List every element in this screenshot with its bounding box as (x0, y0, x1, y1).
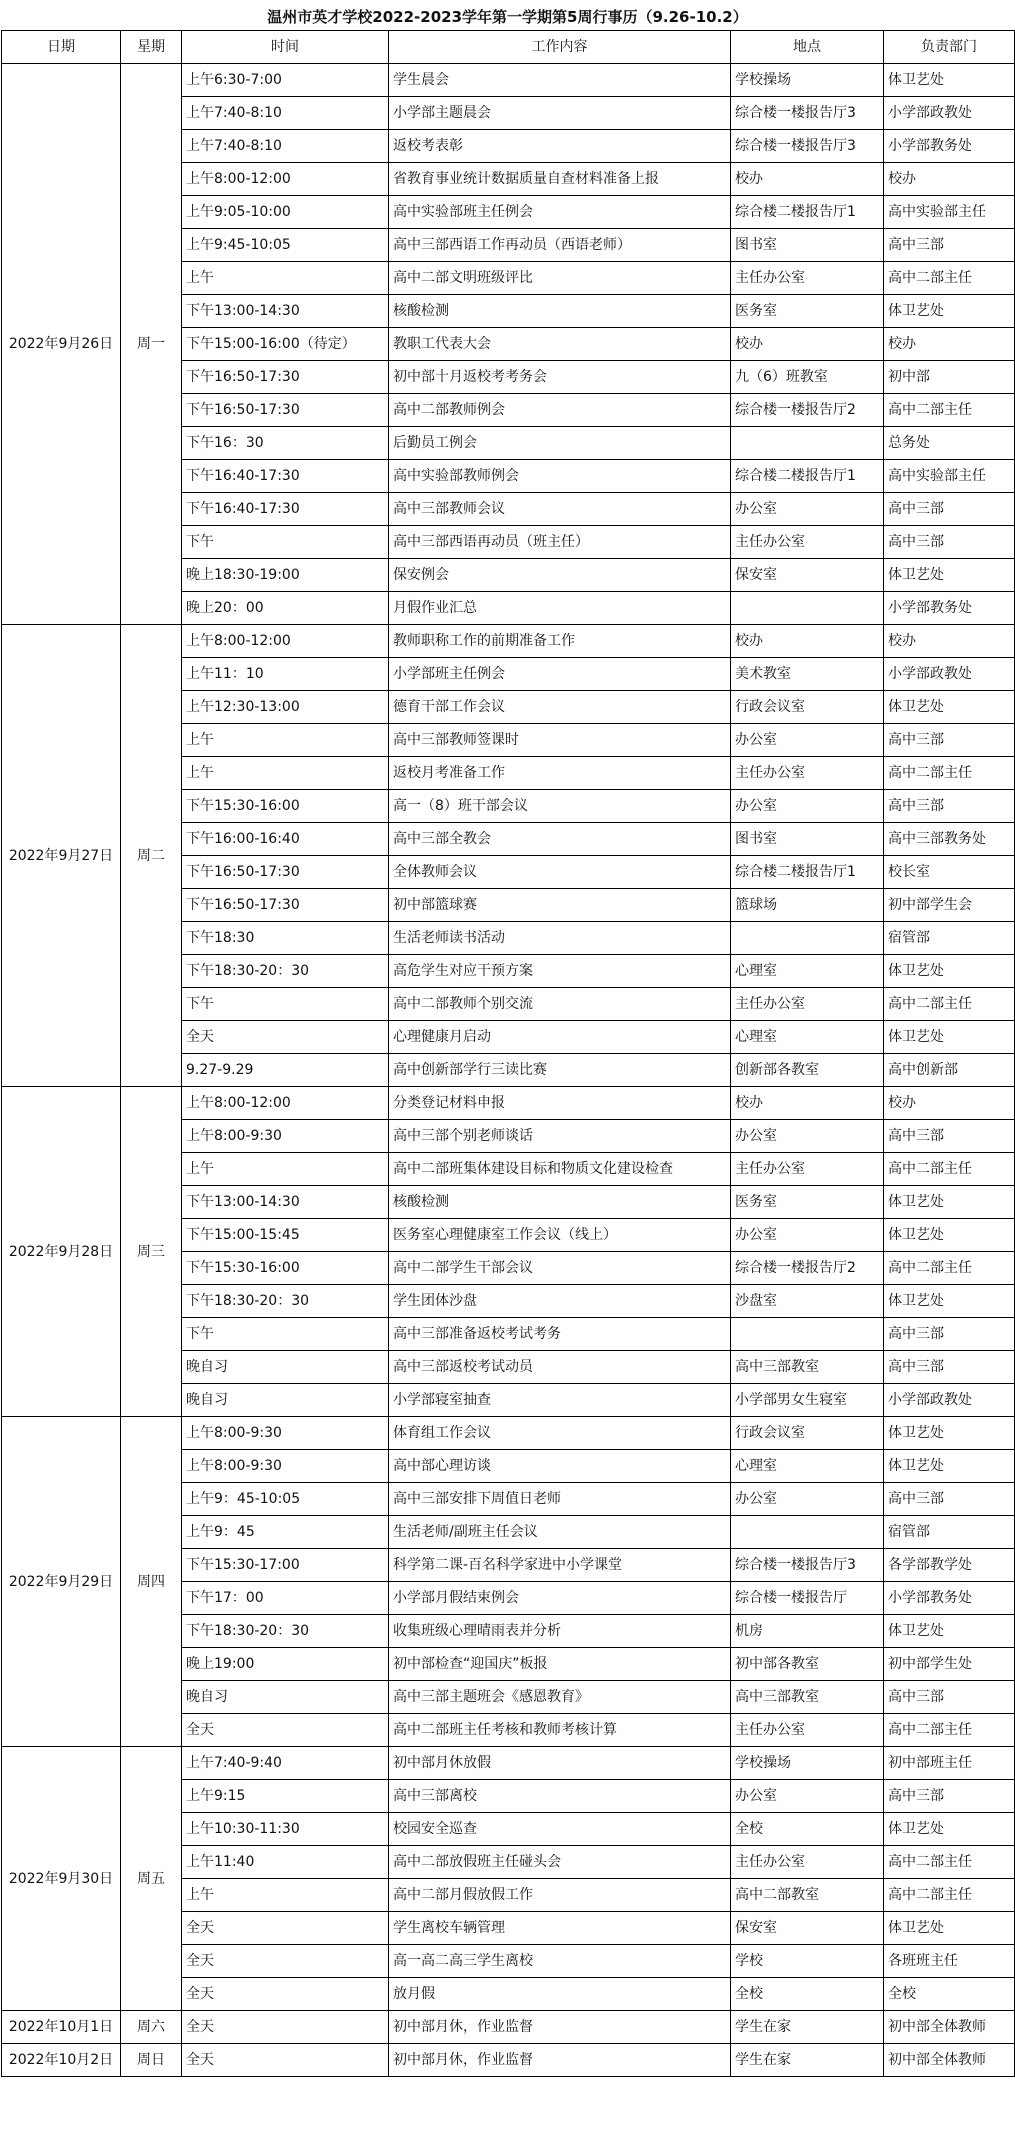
location-cell: 九（6）班教室 (731, 361, 884, 394)
department-cell: 高中三部 (884, 790, 1015, 823)
time-cell: 下午13:00-14:30 (182, 1186, 389, 1219)
time-cell: 上午8:00-12:00 (182, 163, 389, 196)
time-cell: 全天 (182, 2011, 389, 2044)
content-cell: 高中部心理访谈 (389, 1450, 731, 1483)
department-cell: 各班班主任 (884, 1945, 1015, 1978)
location-cell: 学校操场 (731, 1747, 884, 1780)
content-cell: 高中二部班集体建设目标和物质文化建设检查 (389, 1153, 731, 1186)
department-cell: 高中三部 (884, 1681, 1015, 1714)
department-cell: 高中二部主任 (884, 394, 1015, 427)
location-cell: 综合楼一楼报告厅2 (731, 1252, 884, 1285)
content-cell: 生活老师读书活动 (389, 922, 731, 955)
department-cell: 体卫艺处 (884, 64, 1015, 97)
time-cell: 上午8:00-9:30 (182, 1120, 389, 1153)
location-cell: 全校 (731, 1813, 884, 1846)
department-cell: 高中三部 (884, 493, 1015, 526)
location-cell: 初中部各教室 (731, 1648, 884, 1681)
department-cell: 体卫艺处 (884, 295, 1015, 328)
department-cell: 高中二部主任 (884, 988, 1015, 1021)
department-cell: 高中二部主任 (884, 1252, 1015, 1285)
content-cell: 初中部篮球赛 (389, 889, 731, 922)
time-cell: 下午16:40-17:30 (182, 460, 389, 493)
department-cell: 体卫艺处 (884, 1219, 1015, 1252)
location-cell: 医务室 (731, 1186, 884, 1219)
weekday-cell: 周一 (121, 64, 182, 625)
time-cell: 下午 (182, 526, 389, 559)
department-cell: 小学部政教处 (884, 658, 1015, 691)
content-cell: 收集班级心理晴雨表并分析 (389, 1615, 731, 1648)
department-cell: 小学部政教处 (884, 97, 1015, 130)
content-cell: 学生团体沙盘 (389, 1285, 731, 1318)
time-cell: 下午 (182, 988, 389, 1021)
time-cell: 下午16:50-17:30 (182, 394, 389, 427)
location-cell: 主任办公室 (731, 757, 884, 790)
time-cell: 全天 (182, 2044, 389, 2077)
location-cell: 创新部各教室 (731, 1054, 884, 1087)
content-cell: 小学部月假结束例会 (389, 1582, 731, 1615)
content-cell: 小学部寝室抽查 (389, 1384, 731, 1417)
weekday-cell: 周四 (121, 1417, 182, 1747)
time-cell: 下午18:30-20：30 (182, 1615, 389, 1648)
table-row (2, 1087, 1015, 1120)
department-cell: 体卫艺处 (884, 1912, 1015, 1945)
location-cell: 机房 (731, 1615, 884, 1648)
content-cell: 生活老师/副班主任会议 (389, 1516, 731, 1549)
location-cell: 行政会议室 (731, 691, 884, 724)
department-cell: 各学部教学处 (884, 1549, 1015, 1582)
time-cell: 晚自习 (182, 1384, 389, 1417)
department-cell: 体卫艺处 (884, 1021, 1015, 1054)
location-cell: 办公室 (731, 790, 884, 823)
time-cell: 上午9:05-10:00 (182, 196, 389, 229)
department-cell: 高中二部主任 (884, 757, 1015, 790)
content-cell: 高一高二高三学生离校 (389, 1945, 731, 1978)
department-cell: 体卫艺处 (884, 559, 1015, 592)
location-cell: 美术教室 (731, 658, 884, 691)
content-cell: 高中三部个别老师谈话 (389, 1120, 731, 1153)
time-cell: 下午16：30 (182, 427, 389, 460)
content-cell: 高中三部安排下周值日老师 (389, 1483, 731, 1516)
department-cell: 高中创新部 (884, 1054, 1015, 1087)
content-cell: 高中创新部学行三读比赛 (389, 1054, 731, 1087)
content-cell: 初中部月休，作业监督 (389, 2044, 731, 2077)
content-cell: 分类登记材料申报 (389, 1087, 731, 1120)
location-cell: 综合楼二楼报告厅1 (731, 460, 884, 493)
content-cell: 高中二部教师个别交流 (389, 988, 731, 1021)
time-cell: 上午7:40-8:10 (182, 130, 389, 163)
location-cell: 主任办公室 (731, 1846, 884, 1879)
content-cell: 高中实验部班主任例会 (389, 196, 731, 229)
location-cell: 小学部男女生寝室 (731, 1384, 884, 1417)
content-cell: 小学部班主任例会 (389, 658, 731, 691)
department-cell: 高中三部 (884, 1780, 1015, 1813)
department-cell: 初中部全体教师 (884, 2044, 1015, 2077)
content-cell: 高中三部教师签课时 (389, 724, 731, 757)
table-row (2, 625, 1015, 658)
time-cell: 全天 (182, 1912, 389, 1945)
time-cell: 下午16:40-17:30 (182, 493, 389, 526)
content-cell: 放月假 (389, 1978, 731, 2011)
content-cell: 月假作业汇总 (389, 592, 731, 625)
location-cell (731, 1516, 884, 1549)
location-cell: 保安室 (731, 559, 884, 592)
header-location: 地点 (731, 31, 884, 64)
content-cell: 校园安全巡查 (389, 1813, 731, 1846)
department-cell: 高中三部 (884, 1318, 1015, 1351)
department-cell: 校办 (884, 328, 1015, 361)
time-cell: 晚上19:00 (182, 1648, 389, 1681)
department-cell: 高中三部教务处 (884, 823, 1015, 856)
location-cell: 行政会议室 (731, 1417, 884, 1450)
location-cell: 办公室 (731, 1120, 884, 1153)
schedule-body (2, 64, 1015, 2077)
department-cell: 高中三部 (884, 724, 1015, 757)
content-cell: 高中实验部教师例会 (389, 460, 731, 493)
table-row (2, 2044, 1015, 2077)
content-cell: 高中三部全教会 (389, 823, 731, 856)
department-cell: 初中部学生处 (884, 1648, 1015, 1681)
time-cell: 上午6:30-7:00 (182, 64, 389, 97)
department-cell: 高中三部 (884, 526, 1015, 559)
time-cell: 下午18:30 (182, 922, 389, 955)
time-cell: 晚自习 (182, 1681, 389, 1714)
department-cell: 初中部 (884, 361, 1015, 394)
location-cell: 篮球场 (731, 889, 884, 922)
department-cell: 高中实验部主任 (884, 196, 1015, 229)
location-cell: 图书室 (731, 823, 884, 856)
time-cell: 上午11:40 (182, 1846, 389, 1879)
content-cell: 高中三部西语再动员（班主任） (389, 526, 731, 559)
time-cell: 全天 (182, 1945, 389, 1978)
content-cell: 高中三部教师会议 (389, 493, 731, 526)
time-cell: 下午15:30-16:00 (182, 790, 389, 823)
header-row (2, 31, 1015, 64)
department-cell: 初中部全体教师 (884, 2011, 1015, 2044)
content-cell: 教师职称工作的前期准备工作 (389, 625, 731, 658)
department-cell: 高中二部主任 (884, 1714, 1015, 1747)
department-cell: 校办 (884, 625, 1015, 658)
table-row (2, 1417, 1015, 1450)
content-cell: 保安例会 (389, 559, 731, 592)
location-cell: 主任办公室 (731, 988, 884, 1021)
time-cell: 上午8:00-9:30 (182, 1450, 389, 1483)
time-cell: 上午 (182, 1879, 389, 1912)
time-cell: 全天 (182, 1021, 389, 1054)
location-cell: 图书室 (731, 229, 884, 262)
department-cell: 体卫艺处 (884, 1450, 1015, 1483)
department-cell: 体卫艺处 (884, 955, 1015, 988)
date-cell: 2022年9月29日 (2, 1417, 121, 1747)
schedule-table (1, 30, 1015, 2077)
department-cell: 体卫艺处 (884, 1285, 1015, 1318)
location-cell: 高中三部教室 (731, 1351, 884, 1384)
department-cell: 体卫艺处 (884, 1615, 1015, 1648)
department-cell: 总务处 (884, 427, 1015, 460)
content-cell: 返校考表彰 (389, 130, 731, 163)
location-cell: 沙盘室 (731, 1285, 884, 1318)
time-cell: 上午 (182, 757, 389, 790)
table-row (2, 2011, 1015, 2044)
content-cell: 心理健康月启动 (389, 1021, 731, 1054)
location-cell: 主任办公室 (731, 1153, 884, 1186)
content-cell: 后勤员工例会 (389, 427, 731, 460)
time-cell: 下午17：00 (182, 1582, 389, 1615)
time-cell: 下午15:30-16:00 (182, 1252, 389, 1285)
location-cell: 学校操场 (731, 64, 884, 97)
location-cell: 心理室 (731, 1021, 884, 1054)
time-cell: 上午12:30-13:00 (182, 691, 389, 724)
time-cell: 下午18:30-20：30 (182, 1285, 389, 1318)
content-cell: 高中二部放假班主任碰头会 (389, 1846, 731, 1879)
time-cell: 下午16:50-17:30 (182, 889, 389, 922)
department-cell: 高中三部 (884, 1351, 1015, 1384)
content-cell: 高中三部主题班会《感恩教育》 (389, 1681, 731, 1714)
header-time: 时间 (182, 31, 389, 64)
table-row (2, 1747, 1015, 1780)
department-cell: 高中二部主任 (884, 262, 1015, 295)
location-cell: 综合楼二楼报告厅1 (731, 856, 884, 889)
weekday-cell: 周二 (121, 625, 182, 1087)
time-cell: 上午8:00-9:30 (182, 1417, 389, 1450)
time-cell: 下午15:00-16:00（待定） (182, 328, 389, 361)
department-cell: 宿管部 (884, 922, 1015, 955)
department-cell: 宿管部 (884, 1516, 1015, 1549)
location-cell: 综合楼一楼报告厅 (731, 1582, 884, 1615)
location-cell: 综合楼二楼报告厅1 (731, 196, 884, 229)
content-cell: 科学第二课-百名科学家进中小学课堂 (389, 1549, 731, 1582)
content-cell: 高中二部文明班级评比 (389, 262, 731, 295)
department-cell: 全校 (884, 1978, 1015, 2011)
department-cell: 高中三部 (884, 229, 1015, 262)
content-cell: 学生晨会 (389, 64, 731, 97)
weekday-cell: 周六 (121, 2011, 182, 2044)
weekday-cell: 周日 (121, 2044, 182, 2077)
location-cell (731, 1318, 884, 1351)
department-cell: 体卫艺处 (884, 691, 1015, 724)
location-cell: 办公室 (731, 724, 884, 757)
department-cell: 体卫艺处 (884, 1417, 1015, 1450)
location-cell: 办公室 (731, 1483, 884, 1516)
time-cell: 晚上18:30-19:00 (182, 559, 389, 592)
time-cell: 上午9：45-10:05 (182, 1483, 389, 1516)
location-cell: 综合楼一楼报告厅2 (731, 394, 884, 427)
time-cell: 全天 (182, 1978, 389, 2011)
location-cell: 心理室 (731, 955, 884, 988)
department-cell: 高中二部主任 (884, 1153, 1015, 1186)
header-content: 工作内容 (389, 31, 731, 64)
page-title: 温州市英才学校2022-2023学年第一学期第5周行事历（9.26-10.2） (267, 8, 748, 26)
content-cell: 初中部十月返校考考务会 (389, 361, 731, 394)
location-cell: 全校 (731, 1978, 884, 2011)
content-cell: 德育干部工作会议 (389, 691, 731, 724)
department-cell: 高中三部 (884, 1483, 1015, 1516)
table-row (2, 64, 1015, 97)
location-cell (731, 922, 884, 955)
content-cell: 高中三部西语工作再动员（西语老师） (389, 229, 731, 262)
location-cell (731, 592, 884, 625)
department-cell: 校长室 (884, 856, 1015, 889)
location-cell: 医务室 (731, 295, 884, 328)
content-cell: 全体教师会议 (389, 856, 731, 889)
weekday-cell: 周三 (121, 1087, 182, 1417)
time-cell: 下午15:30-17:00 (182, 1549, 389, 1582)
location-cell: 主任办公室 (731, 526, 884, 559)
time-cell: 下午18:30-20：30 (182, 955, 389, 988)
time-cell: 上午7:40-9:40 (182, 1747, 389, 1780)
date-cell: 2022年9月30日 (2, 1747, 121, 2011)
time-cell: 上午 (182, 724, 389, 757)
header-department: 负责部门 (884, 31, 1015, 64)
time-cell: 下午16:00-16:40 (182, 823, 389, 856)
location-cell: 心理室 (731, 1450, 884, 1483)
time-cell: 上午10:30-11:30 (182, 1813, 389, 1846)
content-cell: 核酸检测 (389, 295, 731, 328)
content-cell: 高中三部返校考试动员 (389, 1351, 731, 1384)
department-cell: 小学部政教处 (884, 1384, 1015, 1417)
content-cell: 返校月考准备工作 (389, 757, 731, 790)
content-cell: 高中三部离校 (389, 1780, 731, 1813)
time-cell: 上午9:45-10:05 (182, 229, 389, 262)
location-cell (731, 427, 884, 460)
time-cell: 下午13:00-14:30 (182, 295, 389, 328)
department-cell: 校办 (884, 1087, 1015, 1120)
location-cell: 学生在家 (731, 2044, 884, 2077)
department-cell: 高中二部主任 (884, 1846, 1015, 1879)
header-date: 日期 (2, 31, 121, 64)
content-cell: 高一（8）班干部会议 (389, 790, 731, 823)
location-cell: 校办 (731, 328, 884, 361)
date-cell: 2022年9月28日 (2, 1087, 121, 1417)
time-cell: 上午9:15 (182, 1780, 389, 1813)
location-cell: 学生在家 (731, 2011, 884, 2044)
content-cell: 体育组工作会议 (389, 1417, 731, 1450)
location-cell: 校办 (731, 1087, 884, 1120)
location-cell: 校办 (731, 163, 884, 196)
weekday-cell: 周五 (121, 1747, 182, 2011)
time-cell: 下午16:50-17:30 (182, 361, 389, 394)
time-cell: 上午8:00-12:00 (182, 625, 389, 658)
time-cell: 晚上20：00 (182, 592, 389, 625)
department-cell: 校办 (884, 163, 1015, 196)
location-cell: 综合楼一楼报告厅3 (731, 130, 884, 163)
date-cell: 2022年10月1日 (2, 2011, 121, 2044)
department-cell: 小学部教务处 (884, 592, 1015, 625)
time-cell: 下午16:50-17:30 (182, 856, 389, 889)
content-cell: 学生离校车辆管理 (389, 1912, 731, 1945)
time-cell: 下午 (182, 1318, 389, 1351)
department-cell: 高中三部 (884, 1120, 1015, 1153)
department-cell: 高中实验部主任 (884, 460, 1015, 493)
location-cell: 办公室 (731, 1219, 884, 1252)
content-cell: 高中二部学生干部会议 (389, 1252, 731, 1285)
department-cell: 体卫艺处 (884, 1186, 1015, 1219)
location-cell: 综合楼一楼报告厅3 (731, 97, 884, 130)
department-cell: 体卫艺处 (884, 1813, 1015, 1846)
content-cell: 高中二部教师例会 (389, 394, 731, 427)
department-cell: 高中二部主任 (884, 1879, 1015, 1912)
department-cell: 初中部班主任 (884, 1747, 1015, 1780)
time-cell: 上午8:00-12:00 (182, 1087, 389, 1120)
content-cell: 高中二部班主任考核和教师考核计算 (389, 1714, 731, 1747)
date-cell: 2022年9月26日 (2, 64, 121, 625)
time-cell: 9.27-9.29 (182, 1054, 389, 1087)
location-cell: 主任办公室 (731, 1714, 884, 1747)
content-cell: 核酸检测 (389, 1186, 731, 1219)
time-cell: 晚自习 (182, 1351, 389, 1384)
date-cell: 2022年10月2日 (2, 2044, 121, 2077)
location-cell: 高中三部教室 (731, 1681, 884, 1714)
time-cell: 上午9：45 (182, 1516, 389, 1549)
content-cell: 初中部月休放假 (389, 1747, 731, 1780)
location-cell: 综合楼一楼报告厅3 (731, 1549, 884, 1582)
time-cell: 上午 (182, 262, 389, 295)
time-cell: 上午 (182, 1153, 389, 1186)
time-cell: 全天 (182, 1714, 389, 1747)
content-cell: 初中部月休，作业监督 (389, 2011, 731, 2044)
location-cell: 主任办公室 (731, 262, 884, 295)
content-cell: 高中二部月假放假工作 (389, 1879, 731, 1912)
content-cell: 高中三部准备返校考试考务 (389, 1318, 731, 1351)
content-cell: 省教育事业统计数据质量自查材料准备上报 (389, 163, 731, 196)
department-cell: 初中部学生会 (884, 889, 1015, 922)
time-cell: 上午11：10 (182, 658, 389, 691)
location-cell: 学校 (731, 1945, 884, 1978)
time-cell: 下午15:00-15:45 (182, 1219, 389, 1252)
content-cell: 小学部主题晨会 (389, 97, 731, 130)
location-cell: 办公室 (731, 493, 884, 526)
content-cell: 初中部检查“迎国庆”板报 (389, 1648, 731, 1681)
location-cell: 保安室 (731, 1912, 884, 1945)
content-cell: 高危学生对应干预方案 (389, 955, 731, 988)
content-cell: 医务室心理健康室工作会议（线上） (389, 1219, 731, 1252)
location-cell: 高中二部教室 (731, 1879, 884, 1912)
header-weekday: 星期 (121, 31, 182, 64)
location-cell: 办公室 (731, 1780, 884, 1813)
date-cell: 2022年9月27日 (2, 625, 121, 1087)
department-cell: 小学部教务处 (884, 130, 1015, 163)
location-cell: 校办 (731, 625, 884, 658)
department-cell: 小学部教务处 (884, 1582, 1015, 1615)
time-cell: 上午7:40-8:10 (182, 97, 389, 130)
content-cell: 教职工代表大会 (389, 328, 731, 361)
